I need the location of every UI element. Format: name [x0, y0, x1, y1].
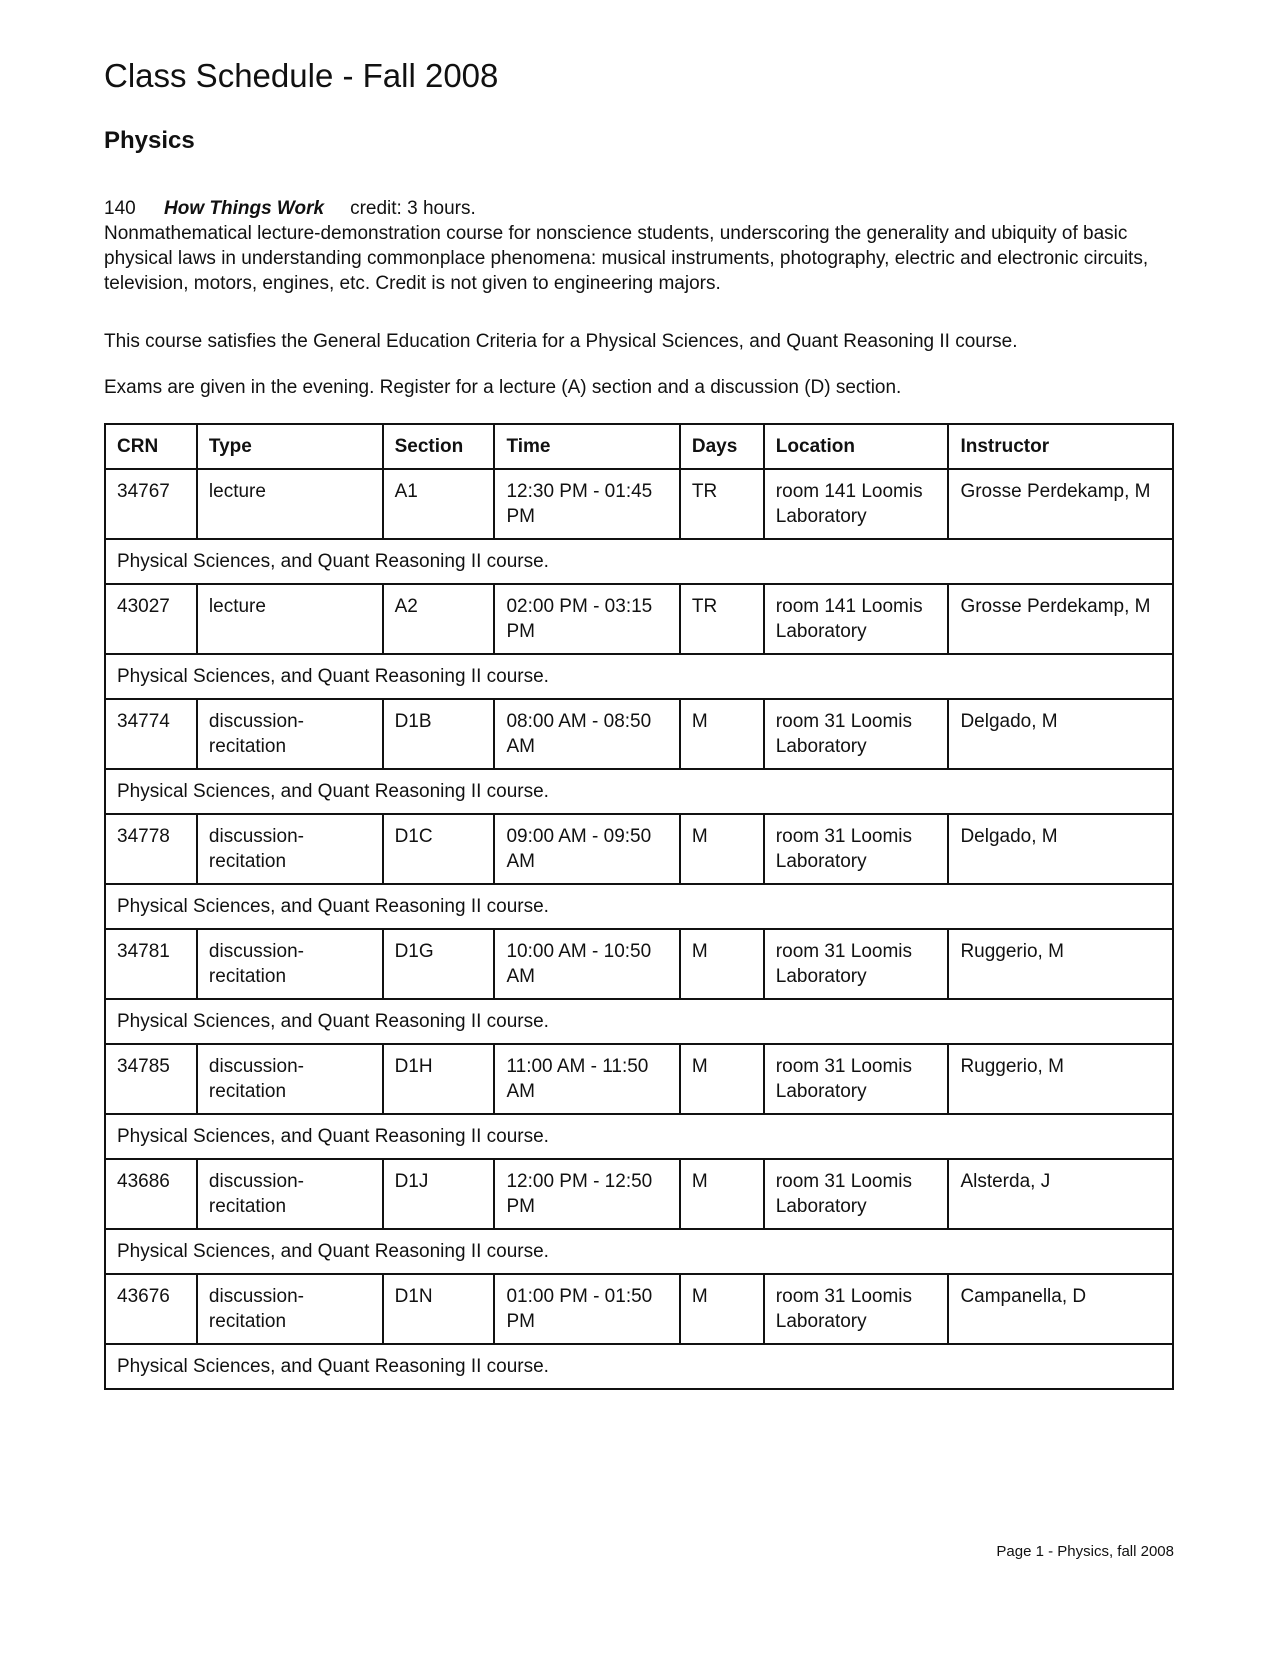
time-cell: 12:30 PM - 01:45 PM: [494, 469, 679, 539]
column-header-section: Section: [383, 424, 495, 469]
days-cell: M: [680, 1044, 764, 1114]
table-row: [105, 814, 1173, 884]
instructor-cell: Delgado, M: [948, 814, 1173, 884]
schedule-table: [104, 423, 1174, 1390]
location-cell: room 31 Loomis Laboratory: [764, 1159, 949, 1229]
note-cell: Physical Sciences, and Quant Reasoning II course.: [105, 1229, 1173, 1274]
instructor-cell: Alsterda, J: [948, 1159, 1173, 1229]
table-row: [105, 1274, 1173, 1344]
days-cell: M: [680, 814, 764, 884]
instructor-cell: Ruggerio, M: [948, 1044, 1173, 1114]
table-row: [105, 699, 1173, 769]
section-cell: D1C: [383, 814, 495, 884]
time-cell: 01:00 PM - 01:50 PM: [494, 1274, 679, 1344]
location-cell: room 141 Loomis Laboratory: [764, 584, 949, 654]
time-cell: 11:00 AM - 11:50 AM: [494, 1044, 679, 1114]
time-cell: 12:00 PM - 12:50 PM: [494, 1159, 679, 1229]
table-row: [105, 1044, 1173, 1114]
crn-cell: 34767: [105, 469, 197, 539]
table-note-row: [105, 1114, 1173, 1159]
note-cell: Physical Sciences, and Quant Reasoning II course.: [105, 769, 1173, 814]
type-cell: discussion-recitation: [197, 1044, 383, 1114]
section-cell: D1J: [383, 1159, 495, 1229]
type-cell: discussion-recitation: [197, 699, 383, 769]
crn-cell: 34778: [105, 814, 197, 884]
time-cell: 10:00 AM - 10:50 AM: [494, 929, 679, 999]
gen-ed-note: This course satisfies the General Education Criteria for a Physical Sciences, and Quant Reasoning II course.: [104, 331, 1018, 352]
exam-note: Exams are given in the evening. Register for a lecture (A) section and a discussion (D) section.: [104, 377, 902, 398]
days-cell: M: [680, 929, 764, 999]
type-cell: discussion-recitation: [197, 814, 383, 884]
location-cell: room 31 Loomis Laboratory: [764, 699, 949, 769]
department-heading: Physics: [104, 127, 195, 154]
days-cell: TR: [680, 584, 764, 654]
time-cell: 09:00 AM - 09:50 AM: [494, 814, 679, 884]
location-cell: room 31 Loomis Laboratory: [764, 1044, 949, 1114]
instructor-cell: Campanella, D: [948, 1274, 1173, 1344]
table-row: [105, 929, 1173, 999]
instructor-cell: Delgado, M: [948, 699, 1173, 769]
column-header-crn: CRN: [105, 424, 197, 469]
table-row: [105, 584, 1173, 654]
crn-cell: 43686: [105, 1159, 197, 1229]
location-cell: room 31 Loomis Laboratory: [764, 814, 949, 884]
type-cell: lecture: [197, 469, 383, 539]
section-cell: D1B: [383, 699, 495, 769]
crn-cell: 43027: [105, 584, 197, 654]
crn-cell: 34785: [105, 1044, 197, 1114]
type-cell: discussion-recitation: [197, 929, 383, 999]
table-note-row: [105, 1229, 1173, 1274]
course-credit: credit: 3 hours.: [350, 198, 476, 219]
note-cell: Physical Sciences, and Quant Reasoning II course.: [105, 539, 1173, 584]
instructor-cell: Ruggerio, M: [948, 929, 1173, 999]
section-cell: D1N: [383, 1274, 495, 1344]
column-header-days: Days: [680, 424, 764, 469]
column-header-instructor: Instructor: [948, 424, 1173, 469]
type-cell: discussion-recitation: [197, 1274, 383, 1344]
instructor-cell: Grosse Perdekamp, M: [948, 584, 1173, 654]
page-footer: Page 1 - Physics, fall 2008: [996, 1543, 1174, 1560]
crn-cell: 34781: [105, 929, 197, 999]
table-header-row: [105, 424, 1173, 469]
table-row: [105, 469, 1173, 539]
time-cell: 02:00 PM - 03:15 PM: [494, 584, 679, 654]
page-title: Class Schedule - Fall 2008: [104, 57, 499, 94]
table-note-row: [105, 999, 1173, 1044]
location-cell: room 31 Loomis Laboratory: [764, 929, 949, 999]
note-cell: Physical Sciences, and Quant Reasoning II course.: [105, 999, 1173, 1044]
course-number: 140: [104, 198, 136, 219]
instructor-cell: Grosse Perdekamp, M: [948, 469, 1173, 539]
crn-cell: 43676: [105, 1274, 197, 1344]
days-cell: M: [680, 1159, 764, 1229]
note-cell: Physical Sciences, and Quant Reasoning II course.: [105, 1114, 1173, 1159]
days-cell: M: [680, 1274, 764, 1344]
location-cell: room 31 Loomis Laboratory: [764, 1274, 949, 1344]
time-cell: 08:00 AM - 08:50 AM: [494, 699, 679, 769]
days-cell: TR: [680, 469, 764, 539]
course-name: How Things Work: [164, 198, 325, 219]
column-header-time: Time: [494, 424, 679, 469]
column-header-location: Location: [764, 424, 949, 469]
table-row: [105, 1159, 1173, 1229]
crn-cell: 34774: [105, 699, 197, 769]
location-cell: room 141 Loomis Laboratory: [764, 469, 949, 539]
note-cell: Physical Sciences, and Quant Reasoning II course.: [105, 654, 1173, 699]
type-cell: discussion-recitation: [197, 1159, 383, 1229]
section-cell: D1H: [383, 1044, 495, 1114]
table-note-row: [105, 769, 1173, 814]
type-cell: lecture: [197, 584, 383, 654]
section-cell: A1: [383, 469, 495, 539]
course-description: Nonmathematical lecture-demonstration course for nonscience students, underscoring the generality and ubiquity of basic physical laws in understanding commonplace phenomena: musical instruments, photography, electric and electronic circuits, television, motors, engines, etc. Credit is not given to engineering majors.: [104, 223, 1149, 294]
section-cell: A2: [383, 584, 495, 654]
note-cell: Physical Sciences, and Quant Reasoning II course.: [105, 1344, 1173, 1389]
table-note-row: [105, 539, 1173, 584]
days-cell: M: [680, 699, 764, 769]
section-cell: D1G: [383, 929, 495, 999]
table-note-row: [105, 654, 1173, 699]
note-cell: Physical Sciences, and Quant Reasoning II course.: [105, 884, 1173, 929]
table-note-row: [105, 1344, 1173, 1389]
course-header: [104, 196, 476, 221]
column-header-type: Type: [197, 424, 383, 469]
table-note-row: [105, 884, 1173, 929]
